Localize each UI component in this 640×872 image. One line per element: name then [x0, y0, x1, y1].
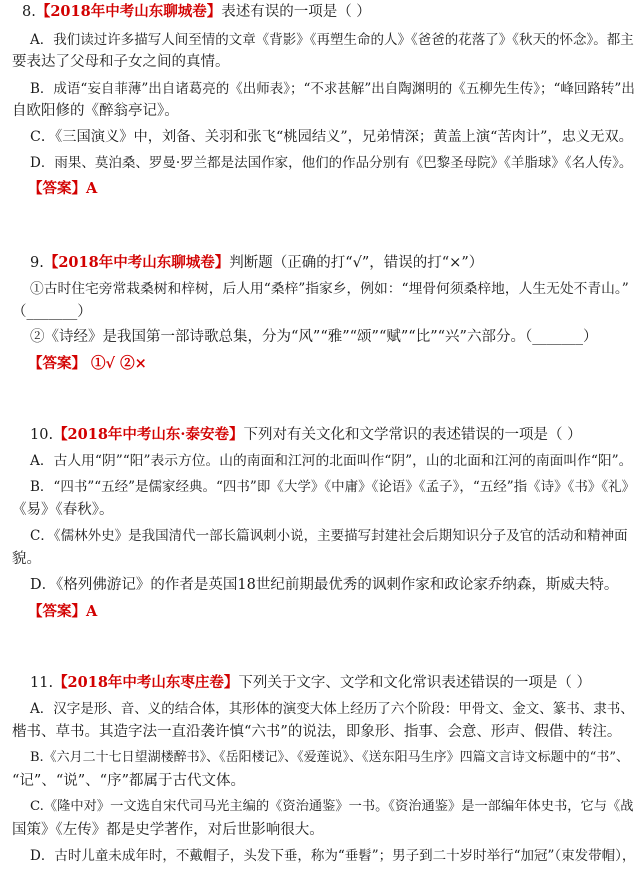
- item-1-blank: （_______）: [12, 304, 92, 320]
- option-b-line-1: B．成语“妄自菲薄”出自诸葛亮的《出师表》；“不求甚解”出自陶渊明的《五柳先生传》；“峰回路转”出: [30, 81, 635, 97]
- source-tag: 【2018年中考山东聊城卷】: [43, 254, 230, 271]
- item-1-line-1: ①古时住宅旁常栽桑树和梓树，后人用“桑梓”指家乡，例如：“埋骨何须桑梓地，人生无处不青山。”: [30, 281, 629, 297]
- question-number: 8.: [22, 4, 36, 20]
- option-c-line-2: 国策》《左传》都是史学著作，对后世影响很大。: [12, 822, 324, 838]
- option-b-line-1: B．“四书”“五经”是儒家经典。“四书”即《大学》《中庸》《论语》《孟子》，“五经”指《诗》《书》《礼》: [30, 479, 636, 495]
- option-d-line-1: D．古时儿童未成年时，不戴帽子，头发下垂，称为“垂髫”；男子到二十岁时举行“加冠”（束发带帽），: [30, 848, 636, 864]
- option-a-line-1: A．汉字是形、音、义的结合体，其形体的演变大体上经历了六个阶段：甲骨文、金文、篆书、隶书、: [30, 701, 634, 717]
- question-10-header: [30, 425, 582, 445]
- question-8-header: [22, 2, 371, 22]
- option-b-line-2: 自欧阳修的《醉翁亭记》。: [12, 103, 179, 119]
- option-b-line-2: “记”、“说”、“序”都属于古代文体。: [12, 773, 245, 789]
- option-a-line-1: A．古人用“阴”“阳”表示方位。山的南面和江河的北面叫作“阴”，山的北面和江河的南面叫作“阳”。: [30, 453, 633, 469]
- question-number: 11.: [30, 675, 54, 691]
- question-stem: 判断题（正确的打“√”，错误的打“×”）: [229, 255, 484, 271]
- option-d-line-1: D．雨果、莫泊桑、罗曼·罗兰都是法国作家，他们的作品分别有《巴黎圣母院》《羊脂球》《名人传》。: [30, 155, 633, 171]
- option-c-line-1: C．《三国演义》中，刘备、关羽和张飞“桃园结义”，兄弟情深；黄盖上演“苦肉计”，忠义无双。: [30, 129, 633, 145]
- option-b-line-2: 《易》《春秋》。: [12, 502, 114, 518]
- answer: 【答案】 ①√ ②×: [28, 355, 147, 372]
- question-11-header: [30, 673, 591, 693]
- option-a-line-2: 楷书、草书。其造字法一直沿袭许慎“六书”的说法，即象形、指事、会意、形声、假借、转注。: [12, 724, 622, 740]
- option-c-line-1: C．《儒林外史》是我国清代一部长篇讽刺小说，主要描写封建社会后期知识分子及官的活动和精神面: [30, 528, 628, 544]
- option-b-line-1: B.《六月二十七日望湖楼醉书》、《岳阳楼记》、《爱莲说》、《送东阳马生序》四篇文言诗文标题中的“书”、: [30, 750, 629, 765]
- question-stem: 下列关于文字、文学和文化常识表述错误的一项是（ ）: [238, 675, 592, 691]
- answer: 【答案】A: [28, 180, 98, 197]
- option-a-line-1: A．我们读过许多描写人间至情的文章《背影》《再塑生命的人》《爸爸的花落了》《秋天的怀念》。都主: [30, 32, 634, 48]
- option-d-line-1: D．《格列佛游记》的作者是英国18世纪前期最优秀的讽刺作家和政论家乔纳森，斯威夫特。: [30, 577, 619, 593]
- question-stem: 表述有误的一项是（ ）: [221, 4, 371, 20]
- question-number: 10.: [30, 427, 54, 443]
- source-tag: 【2018年中考山东枣庄卷】: [53, 674, 239, 691]
- option-a-line-2: 要表达了父母和子女之间的真情。: [12, 54, 230, 70]
- source-tag: 【2018年中考山东·泰安卷】: [53, 426, 244, 443]
- question-stem: 下列对有关文化和文学常识的表述错误的一项是（ ）: [243, 427, 582, 443]
- question-9-header: [30, 253, 483, 273]
- source-tag: 【2018年中考山东聊城卷】: [35, 3, 222, 20]
- item-2-line-1: ②《诗经》是我国第一部诗歌总集，分为“风”“雅”“颂”“赋”“比”“兴”六部分。（_______）: [30, 329, 598, 345]
- option-c-line-2: 貌。: [12, 551, 41, 567]
- answer: 【答案】A: [28, 603, 98, 620]
- question-number: 9.: [30, 255, 44, 271]
- option-c-line-1: C.《隆中对》一文选自宋代司马光主编的《资治通鉴》一书。《资治通鉴》是一部编年体史书，它与《战: [30, 799, 634, 814]
